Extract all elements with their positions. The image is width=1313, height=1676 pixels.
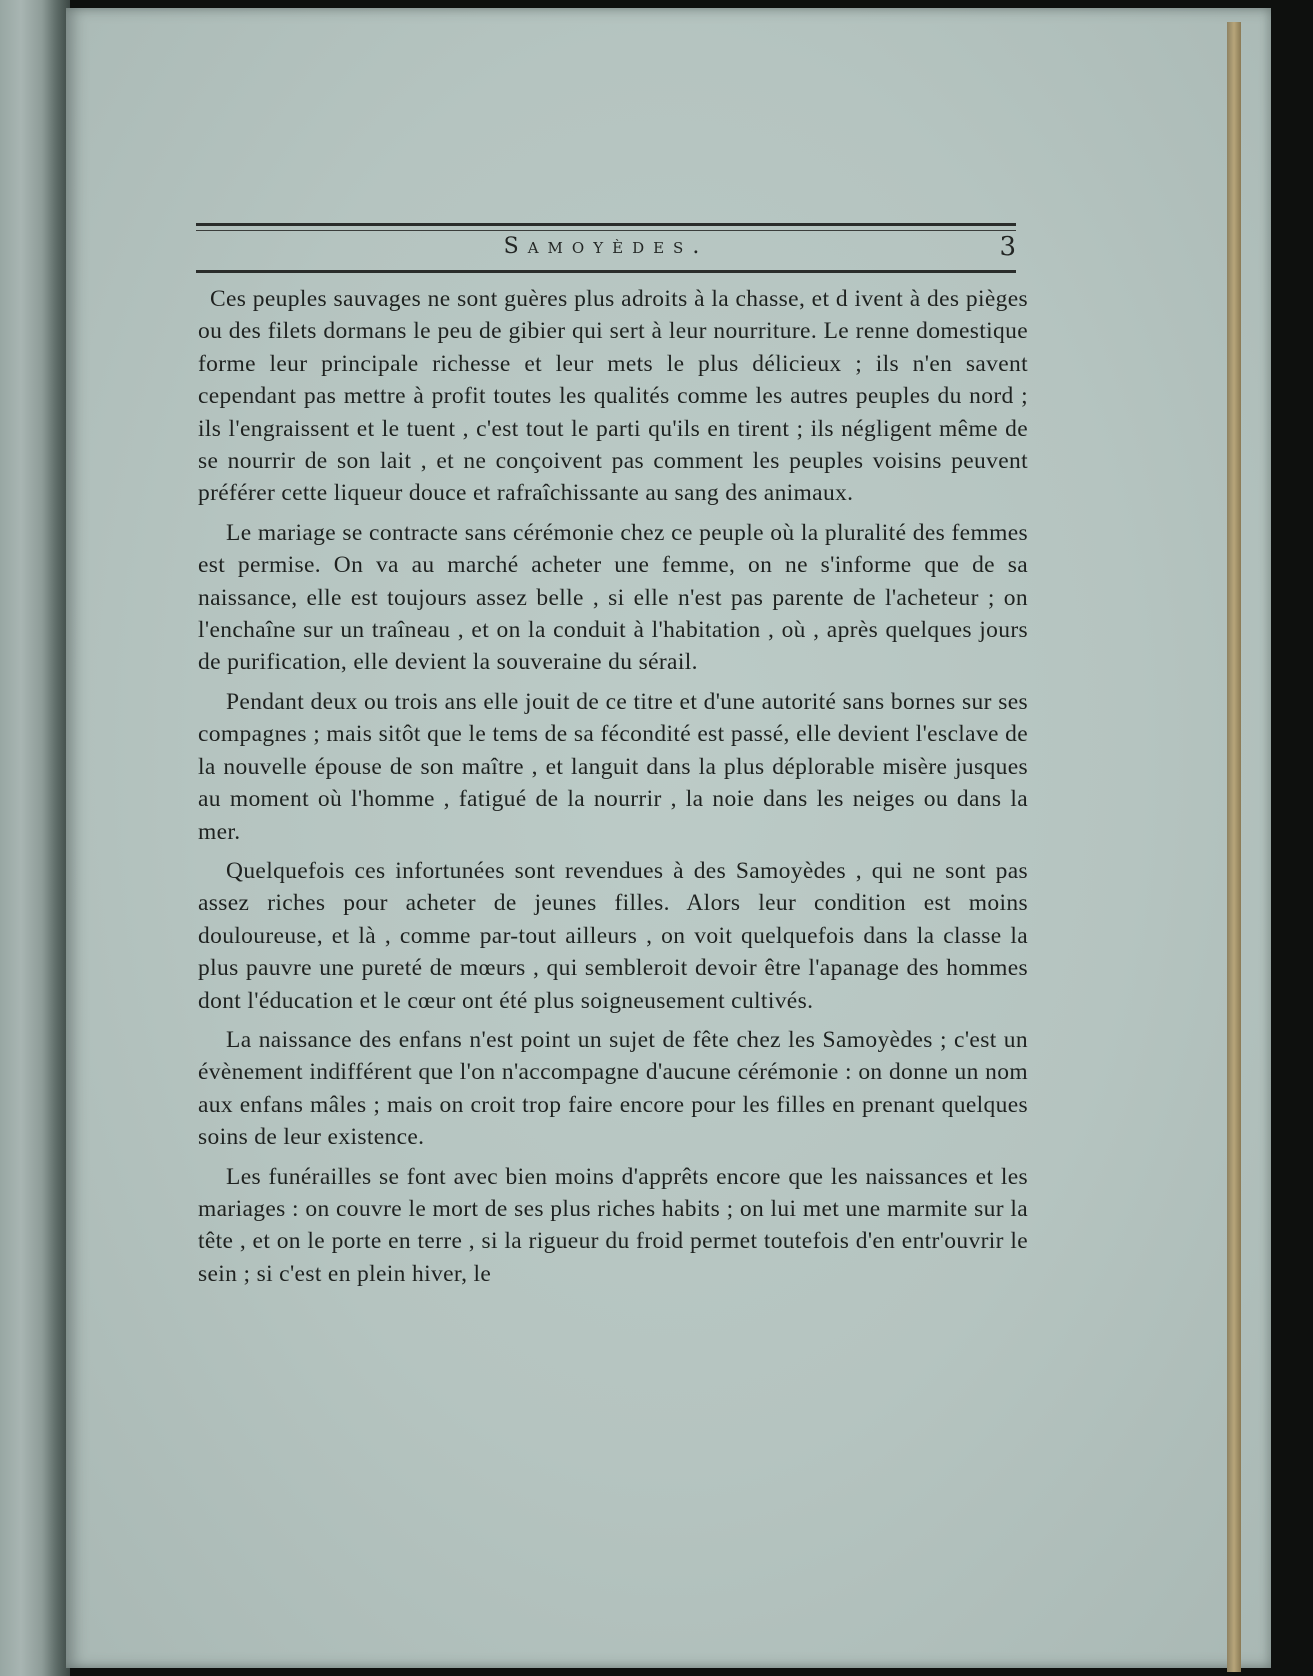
paragraph-4: Quelquefois ces infortunées sont revendues à des Samoyèdes , qui ne sont pas assez riches pour acheter de jeunes filles. Alors leur condition est moins douloureuse, et là , comme par-tout ailleurs , on voit quelquefois dans la classe la plus pauvre une pureté de mœurs , qui sembleroit devoir être l'apanage des hommes dont l'éducation et le cœur ont été plus soigneusement cultivés. — [198, 857, 1028, 1014]
facing-page-edge — [0, 0, 70, 1676]
header-rule-top — [196, 223, 1016, 226]
page-number: 3 — [999, 232, 1016, 262]
paragraph-6: Les funérailles se font avec bien moins d'apprêts encore que les naissances et les mariages : on couvre le mort de ses plus riches habits ; on lui met une marmite sur la tête , et on le porte en terre , si la rigueur du froid permet toutefois d'en entr'ouvrir le sein ; si c'est en plein hiver, le — [198, 1163, 1028, 1287]
page-gilt-edge — [1227, 22, 1241, 1672]
body-text — [198, 283, 1028, 1297]
header-rule-bottom — [196, 270, 1016, 273]
header-rule-top-thin — [196, 230, 1016, 231]
paragraph-2: Le mariage se contracte sans cérémonie chez ce peuple où la pluralité des femmes est permise. On va au marché acheter une femme, on ne s'informe que de sa naissance, elle est toujours assez belle , si elle n'est pas parente de l'acheteur ; on l'enchaîne sur un traîneau , et on la conduit à l'habitation , où , après quelques jours de purification, elle devient la souveraine du sérail. — [198, 519, 1028, 676]
running-title: Samoyèdes. — [503, 234, 709, 259]
running-head — [196, 232, 1016, 266]
paragraph-5: La naissance des enfans n'est point un sujet de fête chez les Samoyèdes ; c'est un évènement indifférent que l'on n'accompagne d'aucune cérémonie : on donne un nom aux enfans mâles ; mais on croit trop faire encore pour les filles en prenant quelques soins de leur existence. — [198, 1026, 1028, 1151]
paragraph-1: Ces peuples sauvages ne sont guères plus adroits à la chasse, et d ivent à des pièges ou des filets dormans le peu de gibier qui sert à leur nourriture. Le renne domestique forme leur principale richesse et leur mets le plus délicieux ; ils n'en savent cependant pas mettre à profit toutes les qualités comme les autres peuples du nord ; ils l'engraissent et le tuent , c'est tout le parti qu'ils en tirent ; ils négligent même de se nourrir de son lait , et ne conçoivent pas comment les peuples voisins peuvent préférer cette liqueur douce et rafraîchissante au sang des animaux. — [198, 286, 1028, 507]
paragraph-3: Pendant deux ou trois ans elle jouit de ce titre et d'une autorité sans bornes sur ses compagnes ; mais sitôt que le tems de sa fécondité est passé, elle devient l'esclave de la nouvelle épouse de son maître , et languit dans la plus déplorable misère jusques au moment où l'homme , fatigué de la nourrir , la noie dans les neiges ou dans la mer. — [198, 688, 1028, 845]
